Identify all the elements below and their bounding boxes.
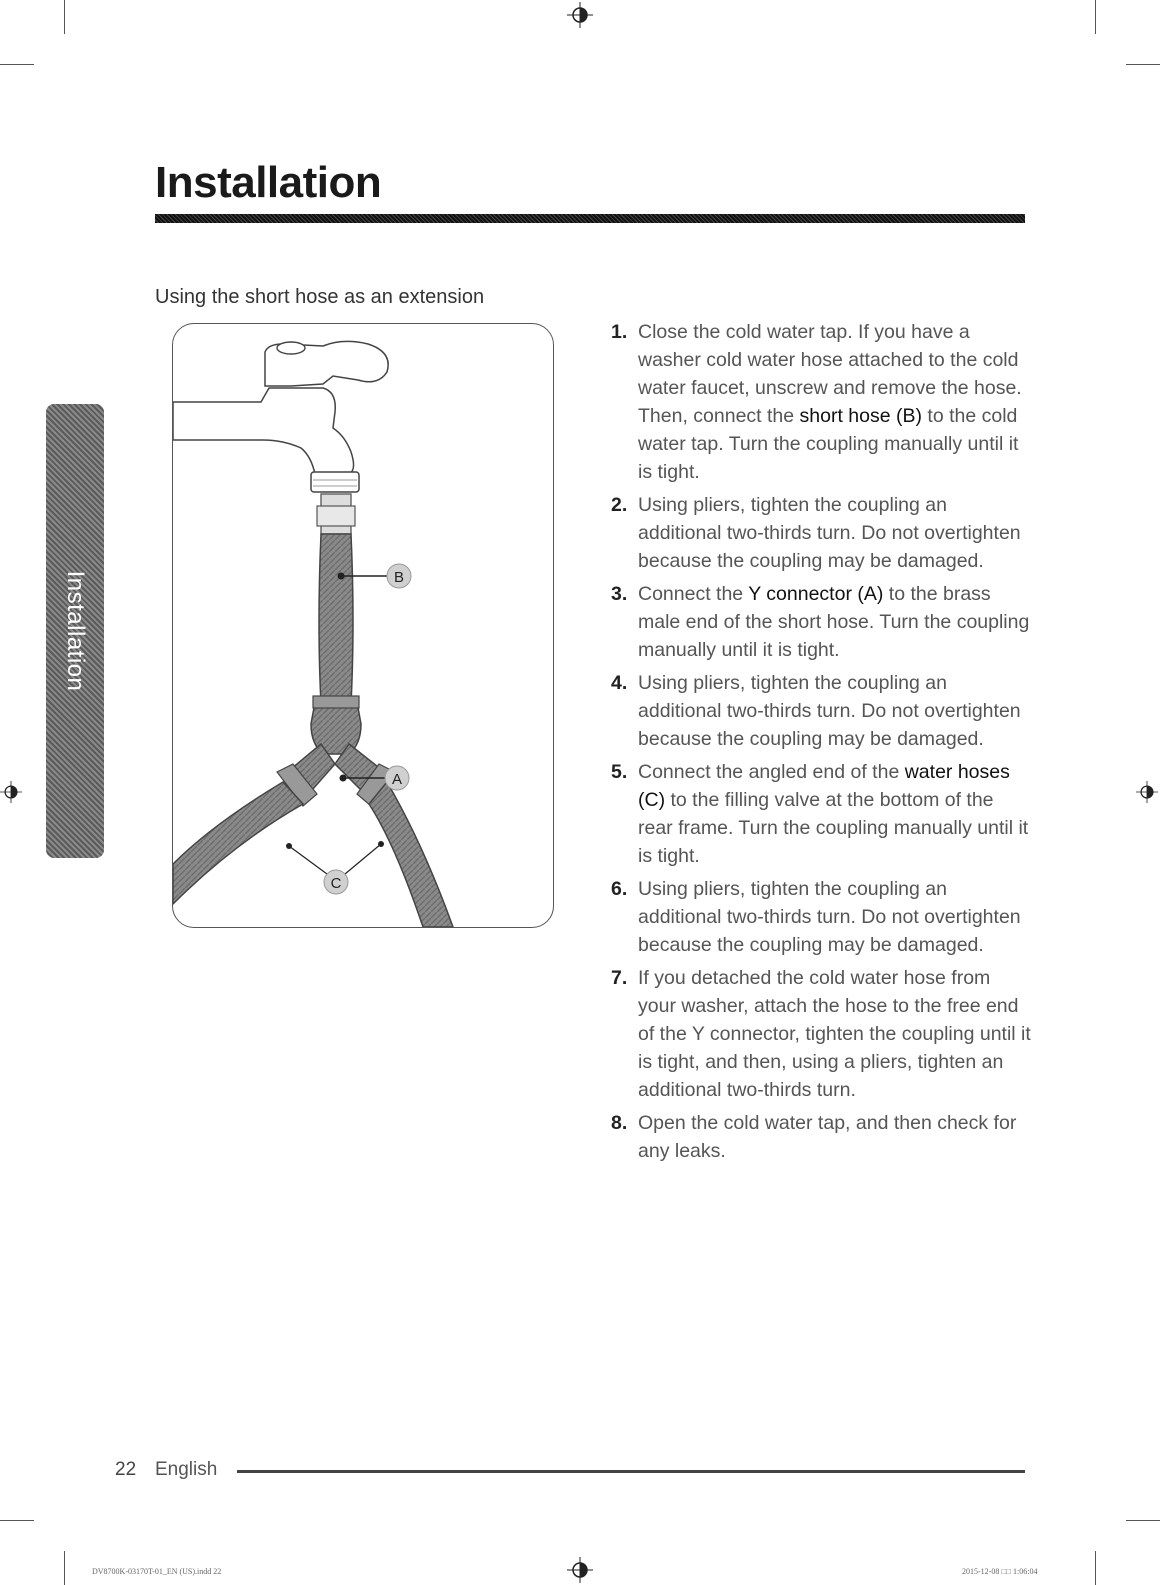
registration-mark-icon (567, 2, 593, 28)
section-side-tab-label: Installation (62, 570, 89, 692)
step-emphasis: water hoses (C) (638, 761, 1010, 811)
crop-mark (1126, 1520, 1160, 1521)
crop-mark (0, 1520, 34, 1521)
hose-illustration (172, 323, 554, 928)
crop-mark (64, 1551, 65, 1585)
step-number: 4. (611, 672, 628, 694)
section-subheading: Using the short hose as an extension (155, 286, 485, 308)
print-slug-file: DV8700K-03170T-01_EN (US).indd 22 (92, 1567, 222, 1576)
print-slug-date: 2015-12-08 □□ 1:06:04 (962, 1567, 1038, 1576)
step-text: to the brass male end of the short hose. Turn the coupling manually until it is tight. (638, 583, 1030, 661)
step-number: 7. (611, 967, 628, 989)
installation-steps (611, 318, 1031, 1170)
crop-mark (1095, 1551, 1096, 1585)
step-item (611, 1109, 1031, 1165)
registration-mark-icon (0, 781, 22, 803)
step-text: Connect the (638, 583, 749, 605)
step-number: 8. (611, 1112, 628, 1134)
step-item (611, 318, 1031, 486)
step-text: Open the cold water tap, and then check for any leaks. (638, 1112, 1017, 1162)
title-rule (155, 214, 1025, 223)
step-number: 6. (611, 878, 628, 900)
step-text: to the filling valve at the bottom of the rear frame. Turn the coupling manually until it is tight. (638, 789, 1029, 867)
step-emphasis: short hose (B) (799, 405, 922, 427)
crop-mark (0, 64, 34, 65)
step-text: to the cold water tap. Turn the coupling manually until it is tight. (638, 405, 1019, 483)
step-item (611, 669, 1031, 753)
step-number: 1. (611, 321, 628, 343)
step-item (611, 964, 1031, 1104)
hose-diagram (173, 324, 553, 927)
callout-a-label: A (391, 771, 403, 788)
registration-mark-icon (567, 1557, 593, 1583)
crop-mark (64, 0, 65, 34)
step-text: Using pliers, tighten the coupling an additional two-thirds turn. Do not overtighten because the coupling may be damaged. (638, 672, 1021, 750)
registration-mark-icon (1136, 781, 1158, 803)
step-text: Using pliers, tighten the coupling an additional two-thirds turn. Do not overtighten because the coupling may be damaged. (638, 494, 1021, 572)
step-item (611, 758, 1031, 870)
step-item (611, 491, 1031, 575)
step-number: 2. (611, 494, 628, 516)
step-text: Close the cold water tap. If you have a washer cold water hose attached to the cold water faucet, unscrew and remove the hose. Then, connect the (638, 321, 1022, 427)
step-text: If you detached the cold water hose from your washer, attach the hose to the free end of the Y connector, tighten the coupling until it is tight, and then, using a pliers, tighten an additional two-thirds turn. (638, 967, 1031, 1101)
callout-c-label: C (330, 875, 342, 892)
step-emphasis: Y connector (A) (748, 583, 884, 605)
step-text: Using pliers, tighten the coupling an additional two-thirds turn. Do not overtighten because the coupling may be damaged. (638, 878, 1021, 956)
step-number: 3. (611, 583, 628, 605)
callout-b-label: B (393, 569, 405, 586)
step-item (611, 580, 1031, 664)
page-title: Installation (155, 158, 382, 207)
crop-mark (1095, 0, 1096, 34)
footer-language: English (155, 1459, 218, 1480)
crop-mark (1126, 64, 1160, 65)
step-number: 5. (611, 761, 628, 783)
step-text: Connect the angled end of the (638, 761, 905, 783)
section-side-tab (46, 404, 104, 858)
page-number: 22 (115, 1459, 137, 1480)
footer-rule (237, 1470, 1025, 1473)
step-item (611, 875, 1031, 959)
